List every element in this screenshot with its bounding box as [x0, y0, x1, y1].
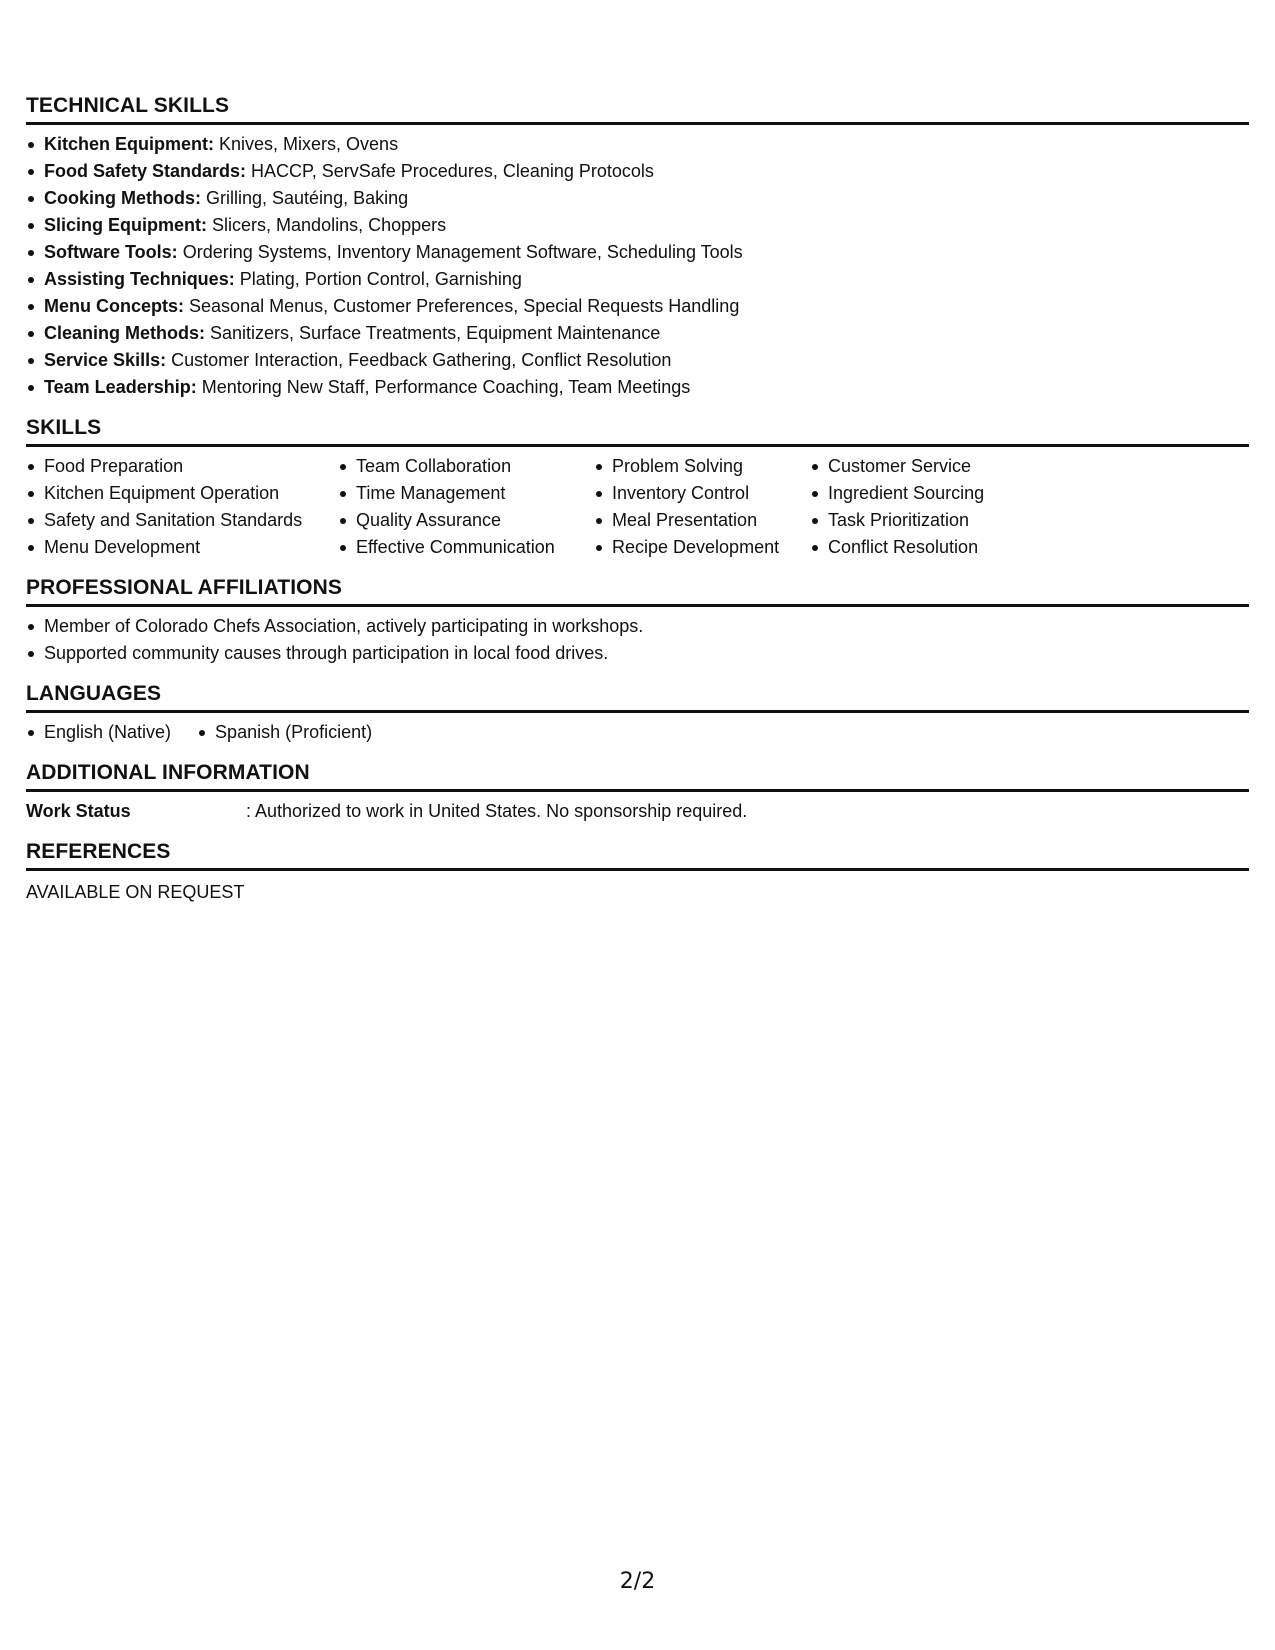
- list-item: Effective Communication: [338, 534, 594, 561]
- references-text: AVAILABLE ON REQUEST: [26, 882, 245, 902]
- list-item: Food Preparation: [26, 453, 338, 480]
- list-item: Customer Service: [810, 453, 1070, 480]
- work-status-label: Work Status: [26, 801, 131, 821]
- list-item: Meal Presentation: [594, 507, 810, 534]
- skill-text: Customer Interaction, Feedback Gathering, Conflict Resolution: [171, 350, 672, 370]
- skill-label: Team Leadership:: [44, 377, 197, 397]
- skill-label: Software Tools:: [44, 242, 178, 262]
- list-item: Spanish (Proficient): [197, 719, 372, 746]
- list-item: Problem Solving: [594, 453, 810, 480]
- languages-section: [26, 681, 1249, 746]
- skills-column-1: [26, 453, 338, 561]
- work-status-value: : Authorized to work in United States. No sponsorship required.: [246, 801, 748, 821]
- list-item: [26, 212, 1249, 239]
- references-section: [26, 839, 1249, 906]
- skill-label: Menu Concepts:: [44, 296, 185, 316]
- affiliations-section: [26, 575, 1249, 667]
- list-item: Menu Development: [26, 534, 338, 561]
- list-item: [26, 185, 1249, 212]
- affiliations-list: [26, 613, 1249, 667]
- section-title: PROFESSIONAL AFFILIATIONS: [26, 575, 1249, 607]
- list-item: [26, 347, 1249, 374]
- list-item: Recipe Development: [594, 534, 810, 561]
- skill-label: Cleaning Methods:: [44, 323, 205, 343]
- section-title: REFERENCES: [26, 839, 1249, 871]
- skill-text: Sanitizers, Surface Treatments, Equipment Maintenance: [210, 323, 661, 343]
- section-title: ADDITIONAL INFORMATION: [26, 760, 1249, 792]
- skills-column-4: [810, 453, 1070, 561]
- list-item: [26, 131, 1249, 158]
- skill-text: Grilling, Sautéing, Baking: [206, 188, 409, 208]
- skill-label: Kitchen Equipment:: [44, 134, 214, 154]
- section-title: TECHNICAL SKILLS: [26, 93, 1249, 125]
- section-title: SKILLS: [26, 415, 1249, 447]
- additional-information-section: [26, 760, 1249, 825]
- skill-text: HACCP, ServSafe Procedures, Cleaning Protocols: [251, 161, 654, 181]
- skill-text: Seasonal Menus, Customer Preferences, Special Requests Handling: [189, 296, 740, 316]
- skill-text: Plating, Portion Control, Garnishing: [239, 269, 522, 289]
- skills-column-2: [338, 453, 594, 561]
- skill-label: Cooking Methods:: [44, 188, 201, 208]
- skill-label: Food Safety Standards:: [44, 161, 247, 181]
- list-item: Ingredient Sourcing: [810, 480, 1070, 507]
- list-item: Conflict Resolution: [810, 534, 1070, 561]
- list-item: [26, 239, 1249, 266]
- languages-list: [26, 719, 398, 746]
- skill-text: Knives, Mixers, Ovens: [219, 134, 399, 154]
- technical-skills-section: [26, 93, 1249, 401]
- list-item: Member of Colorado Chefs Association, actively participating in workshops.: [26, 613, 1249, 640]
- skill-label: Assisting Techniques:: [44, 269, 235, 289]
- list-item: Kitchen Equipment Operation: [26, 480, 338, 507]
- skills-section: [26, 415, 1249, 561]
- technical-skills-list: [26, 131, 1249, 401]
- list-item: Team Collaboration: [338, 453, 594, 480]
- skill-label: Slicing Equipment:: [44, 215, 208, 235]
- skill-text: Slicers, Mandolins, Choppers: [212, 215, 447, 235]
- list-item: [26, 293, 1249, 320]
- page-number: 2/2: [619, 1569, 656, 1594]
- list-item: Inventory Control: [594, 480, 810, 507]
- resume-page: [26, 93, 1249, 906]
- languages-row: [26, 719, 1249, 746]
- skill-label: Service Skills:: [44, 350, 167, 370]
- list-item: Supported community causes through participation in local food drives.: [26, 640, 1249, 667]
- section-title: LANGUAGES: [26, 681, 1249, 713]
- list-item: Quality Assurance: [338, 507, 594, 534]
- list-item: [26, 266, 1249, 293]
- list-item: Time Management: [338, 480, 594, 507]
- list-item: English (Native): [26, 719, 171, 746]
- skills-column-3: [594, 453, 810, 561]
- skill-text: Ordering Systems, Inventory Management Software, Scheduling Tools: [182, 242, 743, 262]
- skill-text: Mentoring New Staff, Performance Coaching, Team Meetings: [201, 377, 691, 397]
- list-item: [26, 320, 1249, 347]
- work-status-row: [26, 798, 1249, 825]
- list-item: Task Prioritization: [810, 507, 1070, 534]
- skills-grid: [26, 453, 1249, 561]
- list-item: Safety and Sanitation Standards: [26, 507, 338, 534]
- list-item: [26, 374, 1249, 401]
- list-item: [26, 158, 1249, 185]
